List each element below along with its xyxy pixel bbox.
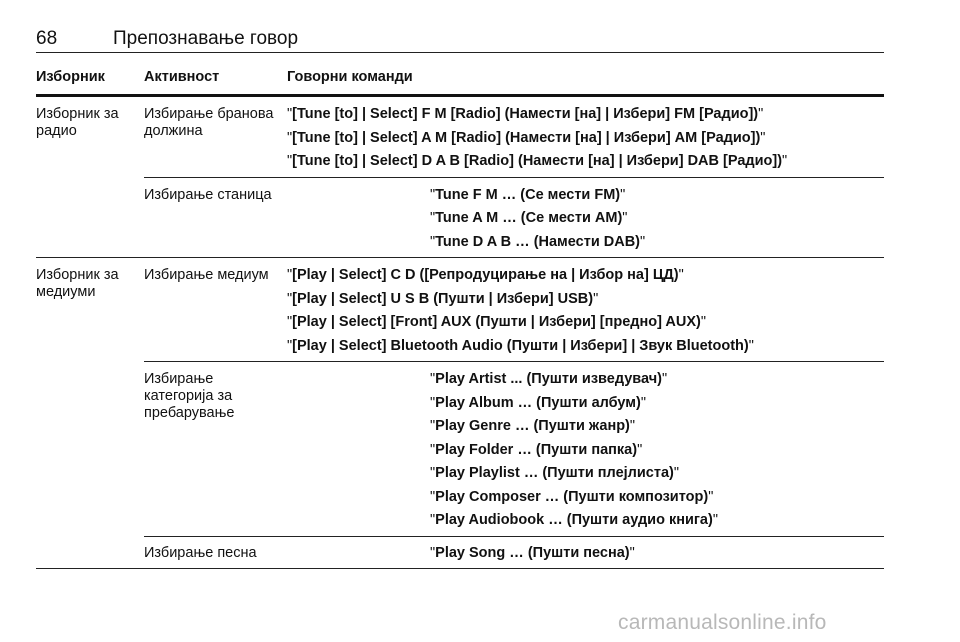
command-line: "Play Composer … (Пушти композитор)"	[430, 488, 714, 505]
command-text: Play Genre … (Пушти жанр)	[435, 418, 630, 434]
table-row	[144, 361, 884, 536]
command-line: "Tune D A B … (Намести DAB)"	[430, 233, 646, 250]
table-group	[36, 257, 884, 569]
menu-cell: Изборник за медиуми	[36, 267, 119, 300]
command-text: [Play | Select] U S B (Пушти | Избери] USB)	[292, 290, 594, 307]
command-text: Play Song … (Пушти песна)	[435, 544, 630, 561]
command-text: Tune F M … (Се мести FM)	[435, 186, 621, 203]
voice-commands-table	[36, 64, 884, 569]
command-line: "[Play | Select] U S B (Пушти | Избери] USB)"	[287, 290, 599, 307]
page-number: 68	[36, 28, 58, 49]
table-header	[36, 64, 884, 97]
row-divider	[144, 536, 884, 537]
command-text: Play Audiobook … (Пушти аудио книга)	[435, 512, 713, 528]
command-text: Play Album … (Пушти албум)	[435, 394, 641, 411]
commands-cell	[430, 371, 960, 536]
activity-cell: Избирање песна	[144, 544, 257, 561]
command-line: "Play Audiobook … (Пушти аудио книга)"	[430, 512, 718, 528]
command-line: "Play Album … (Пушти албум)"	[430, 394, 647, 411]
command-text: [Tune [to] | Select] A M [Radio] (Намести [на] | Избери] AM [Радио])	[292, 129, 761, 146]
table-body	[36, 97, 884, 569]
table-group	[36, 97, 884, 257]
command-text: Tune A M … (Се мести AM)	[435, 210, 623, 226]
command-text: [Tune [to] | Select] D A B [Radio] (Намести [на] | Избери] DAB [Радио])	[292, 153, 783, 169]
command-line: "[Tune [to] | Select] A M [Radio] (Намести [на] | Избери] AM [Радио])"	[287, 129, 766, 146]
watermark: carmanualsonline.info	[618, 611, 827, 634]
activity-cell: Избирање бранова должина	[144, 106, 274, 139]
activity-cell: Избирање категорија за пребарување	[144, 371, 235, 421]
table-row	[144, 177, 884, 258]
page-title: Препознавање говор	[113, 28, 299, 49]
command-line: "Play Artist ... (Пушти изведувач)"	[430, 371, 668, 387]
commands-cell	[287, 267, 884, 361]
command-text: Play Artist ... (Пушти изведувач)	[435, 371, 662, 387]
command-line: "Play Genre … (Пушти жанр)"	[430, 418, 636, 434]
command-line: "Play Folder … (Пушти папка)"	[430, 441, 643, 458]
column-header-activity: Активност	[144, 69, 220, 85]
menu-cell: Изборник за радио	[36, 106, 119, 139]
command-text: Tune D A B … (Намести DAB)	[435, 233, 641, 250]
command-text: [Play | Select] Bluetooth Audio (Пушти | Избери] | Звук Bluetooth)	[292, 337, 749, 354]
commands-cell	[430, 187, 960, 258]
column-header-commands: Говорни команди	[287, 69, 413, 85]
command-text: [Tune [to] | Select] F M [Radio] (Намести [на] | Избери] FM [Радио])	[292, 106, 759, 122]
command-line: "[Play | Select] [Front] AUX (Пушти | Избери] [предно] AUX)"	[287, 314, 707, 330]
command-line: "[Play | Select] C D ([Репродуцирање на | Избор на] ЦД)"	[287, 267, 684, 283]
commands-cell	[287, 106, 884, 177]
table-row	[36, 536, 884, 570]
command-text: Play Playlist … (Пушти плејлиста)	[435, 465, 674, 481]
table-row	[36, 258, 884, 361]
command-line: "[Tune [to] | Select] D A B [Radio] (Намести [на] | Избери] DAB [Радио])"	[287, 153, 788, 169]
page-header	[36, 22, 884, 53]
command-line: "[Play | Select] Bluetooth Audio (Пушти | Избери] | Звук Bluetooth)"	[287, 337, 754, 354]
commands-cell	[430, 545, 960, 569]
command-text: [Play | Select] C D ([Репродуцирање на | Избор на] ЦД)	[292, 267, 679, 283]
command-line: "Tune F M … (Се мести FM)"	[430, 186, 626, 203]
command-text: Play Folder … (Пушти папка)	[435, 441, 638, 458]
command-text: [Play | Select] [Front] AUX (Пушти | Избери] [предно] AUX)	[292, 314, 701, 330]
column-header-menu: Изборник	[36, 69, 105, 85]
activity-cell: Избирање станица	[144, 186, 272, 203]
command-line: "Play Playlist … (Пушти плејлиста)"	[430, 465, 680, 481]
command-text: Play Composer … (Пушти композитор)	[435, 488, 709, 505]
command-line: "[Tune [to] | Select] F M [Radio] (Намести [на] | Избери] FM [Радио])"	[287, 106, 764, 122]
activity-cell: Избирање медиум	[144, 267, 269, 283]
command-line: "Play Song … (Пушти песна)"	[430, 544, 635, 561]
command-line: "Tune A M … (Се мести AM)"	[430, 210, 628, 226]
table-row	[36, 97, 884, 177]
